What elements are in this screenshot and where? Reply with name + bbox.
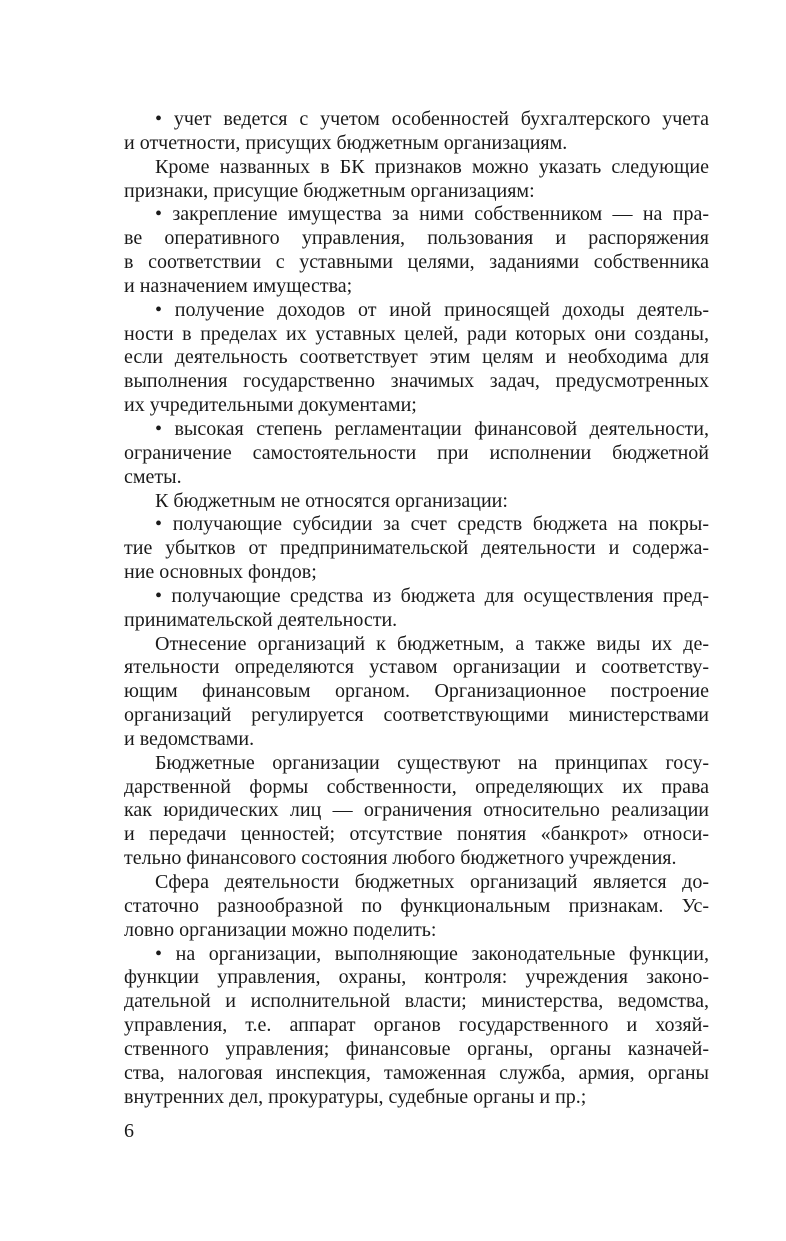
text-line: если деятельность соответствует этим целям и необходима для <box>124 346 709 369</box>
text-line: ние основных фондов; <box>124 561 317 584</box>
text-line: их учредительными документами; <box>124 394 417 417</box>
body-text <box>124 108 709 1109</box>
text-line: сметы. <box>124 465 182 488</box>
text-line: тие убытков от предпринимательской деятельности и содержа- <box>124 537 709 560</box>
text-line: принимательской деятельности. <box>124 608 398 631</box>
text-line: • на организации, выполняющие законодательные функции, <box>155 942 709 965</box>
text-line: ющим финансовым органом. Организационное построение <box>124 680 709 703</box>
text-line: ве оперативного управления, пользования и распоряжения <box>124 227 709 250</box>
text-line: • получающие субсидии за счет средств бюджета на покры- <box>155 513 709 536</box>
text-line: Кроме названных в БК признаков можно указать следующие <box>155 155 709 178</box>
text-line: • учет ведется с учетом особенностей бухгалтерского учета <box>155 108 709 130</box>
text-line: внутренних дел, прокуратуры, судебные органы и пр.; <box>124 1085 587 1108</box>
text-line: признаки, присущие бюджетным организациям: <box>124 179 535 202</box>
text-line: К бюджетным не относятся организации: <box>155 489 508 512</box>
text-line: • высокая степень регламентации финансовой деятельности, <box>155 417 709 440</box>
page-number: 6 <box>124 1120 134 1142</box>
text-line: • получение доходов от иной приносящей доходы деятель- <box>155 298 709 321</box>
text-line: и передачи ценностей; отсутствие понятия «банкрот» относи- <box>124 823 709 846</box>
text-line: и назначением имущества; <box>124 274 353 297</box>
text-line: Бюджетные организации существуют на принципах госу- <box>155 751 709 774</box>
text-line: функции управления, охраны, контроля: учреждения законо- <box>124 966 709 989</box>
text-line: Сфера деятельности бюджетных организаций является до- <box>155 871 709 893</box>
text-line: • закрепление имущества за ними собственником — на пра- <box>155 203 709 226</box>
text-line: дарственной формы собственности, определяющих их права <box>124 775 709 798</box>
text-line: ности в пределах их уставных целей, ради которых они созданы, <box>124 322 709 345</box>
text-line: дательной и исполнительной власти; министерства, ведомства, <box>124 990 709 1013</box>
text-line: управления, т.е. аппарат органов государственного и хозяй- <box>124 1014 709 1037</box>
text-line: выполнения государственно значимых задач, предусмотренных <box>124 370 709 393</box>
text-line: ятельности определяются уставом организации и соответству- <box>124 656 709 679</box>
text-line: тельно финансового состояния любого бюджетного учреждения. <box>124 847 677 870</box>
text-line: как юридических лиц — ограничения относительно реализации <box>124 799 709 822</box>
text-line: и ведомствами. <box>124 727 255 750</box>
text-line: ловно организации можно поделить: <box>124 918 437 941</box>
text-line: в соответствии с уставными целями, заданиями собственника <box>124 251 709 274</box>
text-line: ства, налоговая инспекция, таможенная служба, армия, органы <box>124 1061 709 1084</box>
text-line: и отчетности, присущих бюджетным организациям. <box>124 131 568 154</box>
text-line: ственного управления; финансовые органы, органы казначей- <box>124 1037 709 1060</box>
text-line: статочно разнообразной по функциональным признакам. Ус- <box>124 894 709 917</box>
text-line: • получающие средства из бюджета для осуществления пред- <box>155 584 709 607</box>
text-line: организаций регулируется соответствующими министерствами <box>124 704 709 727</box>
text-line: ограничение самостоятельности при исполнении бюджетной <box>124 441 709 464</box>
text-line: Отнесение организаций к бюджетным, а также виды их де- <box>155 632 709 655</box>
